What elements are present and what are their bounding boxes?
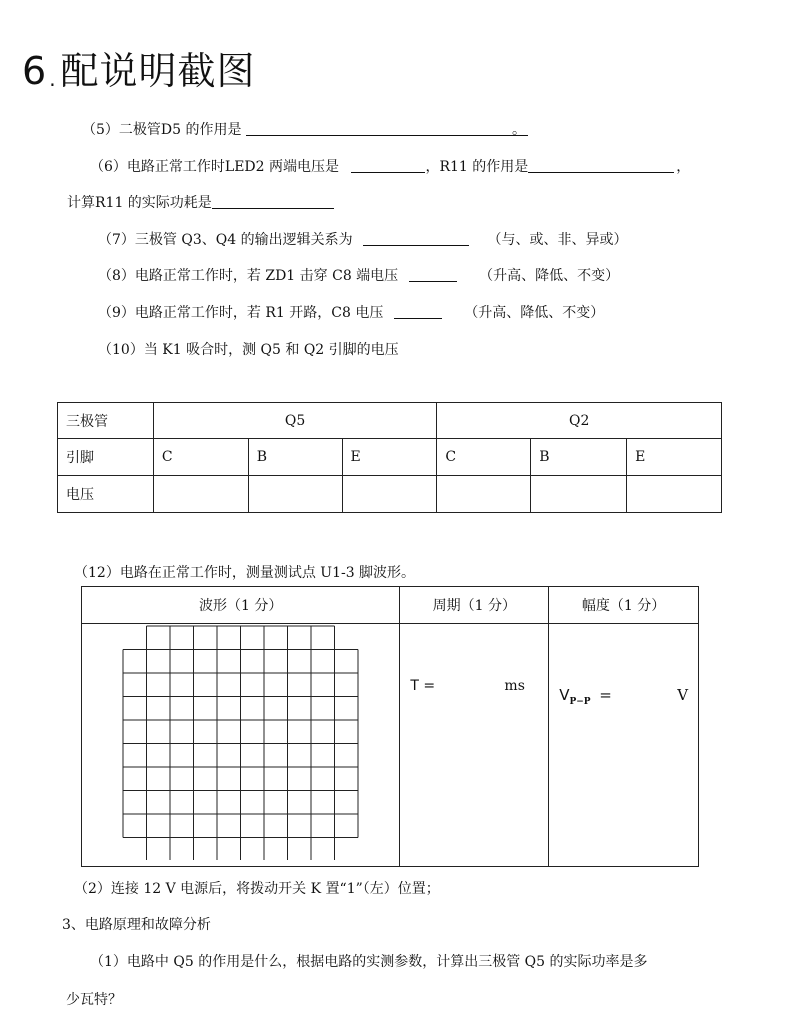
page-heading: [22, 40, 256, 95]
question-8-text: （8）电路正常工作时，若 ZD1 击穿 C8 端电压: [98, 268, 399, 284]
voltage-input-cell[interactable]: [153, 476, 248, 513]
pin-cell: E: [627, 439, 722, 476]
question-9-options: （升高、降低、不变）: [464, 305, 605, 321]
question-7-options: （与、或、非、异或）: [487, 232, 628, 248]
pin-cell: C: [153, 439, 248, 476]
question-6-power: [67, 192, 334, 212]
pin-voltage-table: [57, 402, 722, 513]
answer-blank-q8[interactable]: [409, 267, 457, 282]
voltage-input-cell[interactable]: [437, 476, 531, 513]
question-10-text: （10）当 K1 吸合时，测 Q5 和 Q2 引脚的电压: [98, 342, 399, 358]
question-9: [98, 302, 604, 322]
question-8-options: （升高、降低、不变）: [479, 268, 620, 284]
question-5-end: 。: [511, 122, 526, 138]
question-10: [98, 339, 399, 359]
group-q5: Q5: [153, 403, 437, 439]
row-header-transistor: 三极管: [58, 403, 154, 439]
table-row: [58, 476, 722, 513]
heading-title: 配说明截图: [60, 49, 256, 93]
pin-cell: B: [531, 439, 627, 476]
period-unit: ms: [504, 678, 525, 694]
pin-cell: C: [437, 439, 531, 476]
pin-cell: B: [248, 439, 342, 476]
amplitude-label: $V_{P-P}$: [559, 686, 591, 707]
voltage-input-cell[interactable]: [627, 476, 722, 513]
section-3-heading: 3、电路原理和故障分析: [62, 917, 211, 933]
answer-blank-q6b[interactable]: [528, 158, 674, 173]
table-row: [82, 587, 699, 624]
pin-cell: E: [342, 439, 437, 476]
oscilloscope-grid: [121, 624, 361, 860]
question-9-text: （9）电路正常工作时，若 R1 开路，C8 电压: [98, 305, 384, 321]
row-header-voltage: 电压: [58, 476, 154, 513]
question-5-text: （5）二极管D5 的作用是: [82, 122, 242, 138]
heading-dot: .: [49, 67, 57, 91]
period-cell[interactable]: [400, 624, 549, 867]
heading-number: 6: [22, 49, 48, 93]
voltage-input-cell[interactable]: [342, 476, 437, 513]
question-6-end: ，: [676, 159, 691, 175]
question-12: [74, 562, 415, 582]
answer-blank-q6c[interactable]: [212, 194, 334, 209]
row-header-pin: 引脚: [58, 439, 154, 476]
question-5: [82, 119, 526, 139]
table-row: [58, 439, 722, 476]
question-7: [98, 229, 627, 249]
question-7-text: （7）三极管 Q3、Q4 的输出逻辑关系为: [98, 232, 353, 248]
header-amplitude: 幅度（1 分）: [549, 587, 699, 624]
question-6-mid: ，R11 的作用是: [425, 159, 529, 175]
question-6-power-text: 计算R11 的实际功耗是: [67, 195, 212, 211]
answer-blank-q9[interactable]: [394, 304, 442, 319]
voltage-input-cell[interactable]: [531, 476, 627, 513]
answer-blank-q5[interactable]: [246, 121, 528, 136]
answer-blank-q6a[interactable]: [351, 158, 425, 173]
question-12-text: （12）电路在正常工作时，测量测试点 U1-3 脚波形。: [74, 565, 416, 581]
step-2-text: （2）连接 12 V 电源后，将拨动开关 K 置“1”（左）位置；: [74, 881, 440, 897]
question-6-text: （6）电路正常工作时LED2 两端电压是: [90, 159, 340, 175]
question-section-3-1-cont: 少瓦特？: [66, 992, 122, 1008]
amplitude-equals: =: [599, 686, 612, 704]
header-period: 周期（1 分）: [400, 587, 549, 624]
table-row: [58, 403, 722, 439]
amplitude-unit: V: [677, 686, 689, 704]
question-8: [98, 265, 619, 285]
voltage-input-cell[interactable]: [248, 476, 342, 513]
question-section-3-1: （1）电路中 Q5 的作用是什么，根据电路的实测参数，计算出三极管 Q5 的实际功率是多: [90, 954, 648, 970]
question-6: [90, 156, 690, 176]
amplitude-cell[interactable]: [549, 624, 699, 867]
header-waveform: 波形（1 分）: [82, 587, 400, 624]
period-label: T =: [410, 678, 436, 694]
group-q2: Q2: [437, 403, 722, 439]
answer-blank-q7[interactable]: [363, 231, 469, 246]
